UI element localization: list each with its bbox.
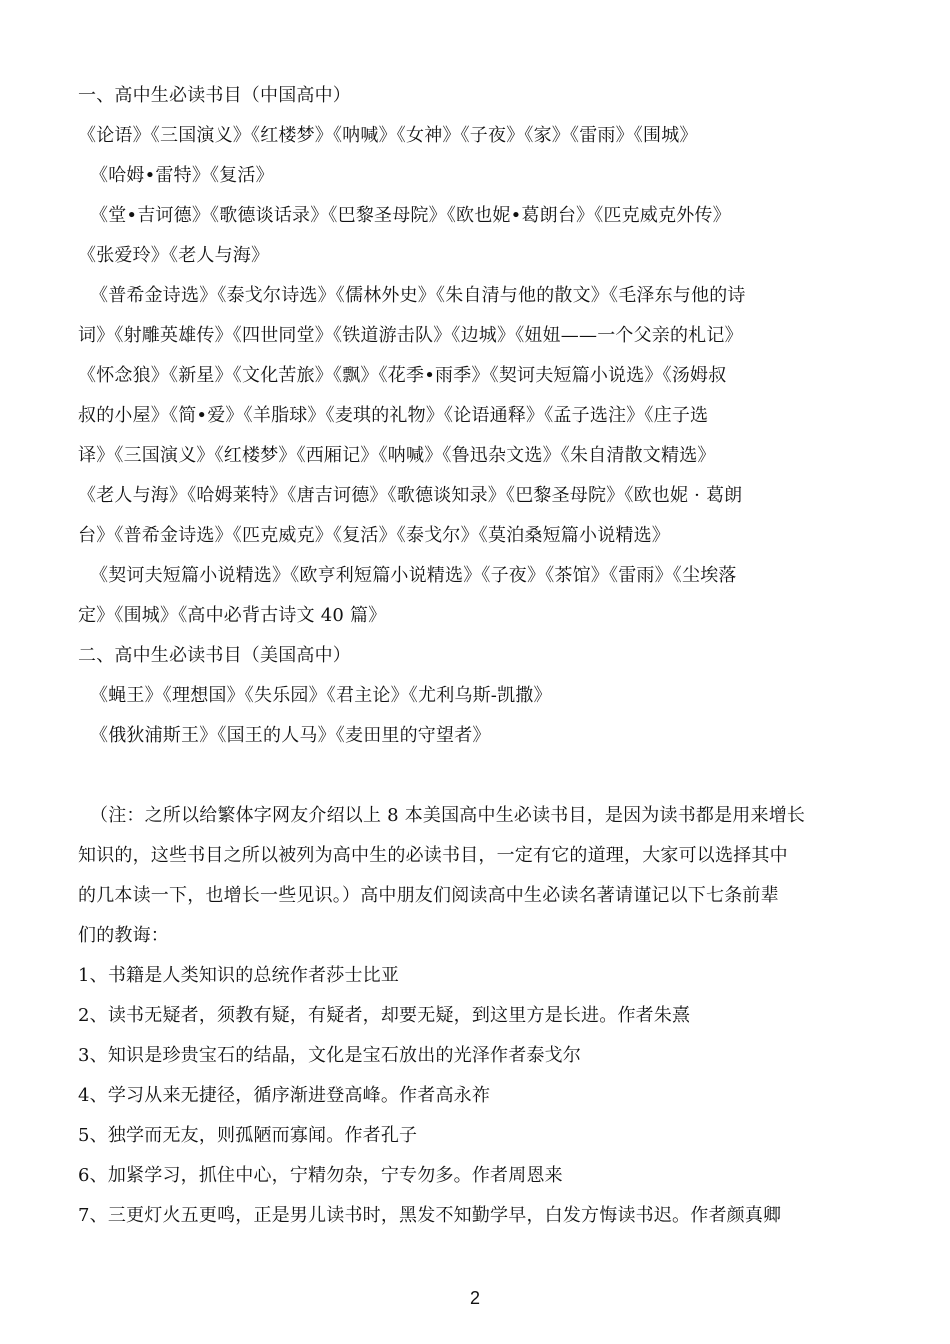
- booklist-line: 叔的小屋》《简•爱》《羊脂球》《麦琪的礼物》《论语通释》《孟子选注》《庄子选: [78, 405, 709, 426]
- booklist-line: 《普希金诗选》《泰戈尔诗选》《儒林外史》《朱自清与他的散文》《毛泽东与他的诗: [90, 285, 746, 306]
- page-number: 2: [469, 1288, 480, 1308]
- booklist-line: 译》《三国演义》《红楼梦》《西厢记》《呐喊》《鲁迅杂文选》《朱自清散文精选》: [78, 445, 716, 466]
- booklist-line: 《契诃夫短篇小说精选》《欧亨利短篇小说精选》《子夜》《茶馆》《雷雨》《尘埃落: [90, 565, 737, 586]
- document-body: [78, 76, 878, 1236]
- section-heading-china: 一、高中生必读书目（中国高中）: [78, 85, 351, 106]
- quote-item: 5、独学而无友，则孤陋而寡闻。作者孔子: [78, 1125, 418, 1146]
- quote-item: 4、学习从来无捷径，循序渐进登高峰。作者高永祚: [78, 1085, 491, 1106]
- quote-item: 6、加紧学习，抓住中心，宁精勿杂，宁专勿多。作者周恩来: [78, 1165, 563, 1186]
- booklist-line: 《怀念狼》《新星》《文化苦旅》《飘》《花季•雨季》《契诃夫短篇小说选》《汤姆叔: [78, 365, 727, 386]
- booklist-line: 《张爱玲》《老人与海》: [78, 245, 270, 266]
- note-line: 们的教诲：: [78, 925, 169, 946]
- booklist-line: 《堂•吉诃德》《歌德谈话录》《巴黎圣母院》《欧也妮•葛朗台》《匹克威克外传》: [90, 205, 731, 226]
- quote-item: 2、读书无疑者，须教有疑，有疑者，却要无疑，到这里方是长进。作者朱熹: [78, 1005, 691, 1026]
- note-line: 的几本读一下，也增长一些见识。）高中朋友们阅读高中生必读名著请谨记以下七条前辈: [78, 885, 779, 906]
- booklist-line: 《哈姆•雷特》《复活》: [90, 165, 274, 186]
- booklist-line: 台》《普希金诗选》《匹克威克》《复活》《泰戈尔》《莫泊桑短篇小说精选》: [78, 525, 670, 546]
- note-line: 知识的，这些书目之所以被列为高中生的必读书目，一定有它的道理，大家可以选择其中: [78, 845, 788, 866]
- booklist-line: 定》《围城》《高中必背古诗文 40 篇》: [78, 605, 387, 626]
- quote-item: 1、书籍是人类知识的总统作者莎士比亚: [78, 965, 400, 986]
- section-heading-usa: 二、高中生必读书目（美国高中）: [78, 645, 351, 666]
- booklist-line: 《老人与海》《哈姆莱特》《唐吉诃德》《歌德谈知录》《巴黎圣母院》《欧也妮 · 葛朗: [78, 485, 743, 506]
- booklist-line: 《蝇王》《理想国》《失乐园》《君主论》《尤利乌斯-凯撒》: [90, 685, 552, 706]
- paragraph-gap: [78, 756, 878, 796]
- quote-item: 3、知识是珍贵宝石的结晶，文化是宝石放出的光泽作者泰戈尔: [78, 1045, 582, 1066]
- booklist-line: 《论语》《三国演义》《红楼梦》《呐喊》《女神》《子夜》《家》《雷雨》《围城》: [78, 125, 698, 146]
- booklist-line: 词》《射雕英雄传》《四世同堂》《铁道游击队》《边城》《妞妞——一个父亲的札记》: [78, 325, 743, 346]
- note-line: （注：之所以给繁体字网友介绍以上 8 本美国高中生必读书目，是因为读书都是用来增长: [90, 805, 806, 826]
- quote-item: 7、三更灯火五更鸣，正是男儿读书时，黑发不知勤学早，白发方悔读书迟。作者颜真卿: [78, 1205, 782, 1226]
- booklist-line: 《俄狄浦斯王》《国王的人马》《麦田里的守望者》: [90, 725, 491, 746]
